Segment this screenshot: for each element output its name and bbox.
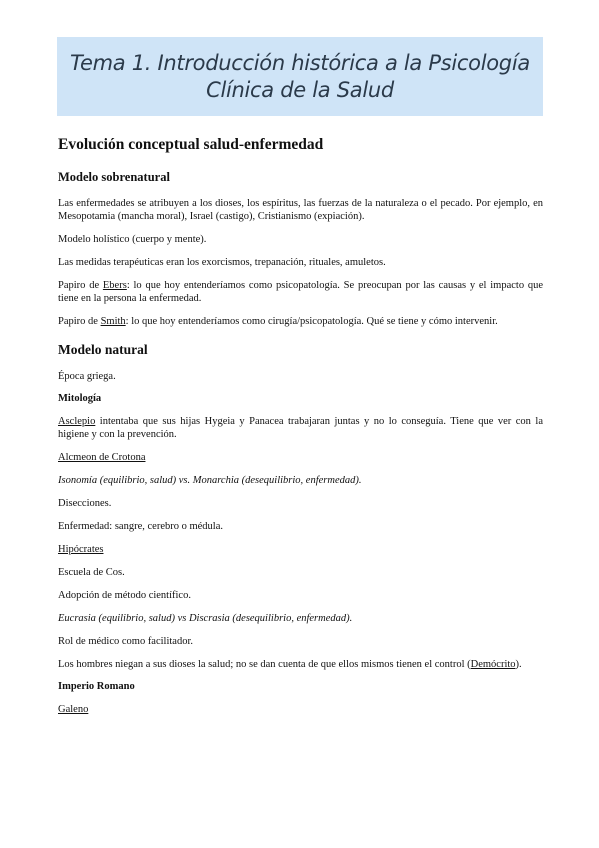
text: ). [515, 659, 522, 670]
paragraph-asclepio [58, 415, 543, 441]
text: Los hombres niegan a sus dioses la salud; no se dan cuenta de que ellos mismos tienen el control ( [58, 659, 471, 670]
text: intentaba que sus hijas Hygeia y Panacea trabajaran juntas y no lo conseguía. Tiene que ver con la higiene y con la prevención. [58, 416, 543, 440]
underlined-term-asclepio: Asclepio [58, 416, 96, 427]
paragraph-italic: Eucrasia (equilibrio, salud) vs Discrasia (desequilibrio, enfermedad). [58, 613, 353, 624]
banner-title: Tema 1. Introducción histórica a la Psicología Clínica de la Salud [70, 50, 530, 102]
paragraph: Adopción de método científico. [58, 590, 191, 601]
underlined-term-alcmeon: Alcmeon de Crotona [58, 452, 146, 463]
text: : lo que hoy entenderíamos como psicopatología. Se preocupan por las causas y el impacto que tiene en la persona la enfermedad. [58, 280, 544, 304]
paragraph: Las medidas terapéuticas eran los exorcismos, trepanación, rituales, amuletos. [58, 257, 386, 268]
paragraph: Enfermedad: sangre, cerebro o médula. [58, 521, 224, 532]
text: Papiro de [58, 280, 103, 291]
text: : lo que hoy entenderíamos como cirugía/psicopatología. Qué se tiene y cómo intervenir. [125, 316, 498, 327]
underlined-term-hipocrates: Hipócrates [58, 544, 104, 555]
text: Papiro de [58, 316, 101, 327]
heading-modelo-sobrenatural: Modelo sobrenatural [58, 170, 170, 184]
underlined-term-democrito: Demócrito [470, 659, 516, 670]
paragraph: Época griega. [58, 371, 116, 382]
paragraph: Rol de médico como facilitador. [58, 636, 194, 647]
subheading-mitologia: Mitología [58, 393, 102, 404]
subheading-imperio-romano: Imperio Romano [58, 681, 135, 692]
title-banner [57, 37, 543, 116]
underlined-term-galeno: Galeno [58, 704, 89, 715]
document-body [58, 128, 543, 726]
paragraph-italic: Isonomía (equilibrio, salud) vs. Monarchia (desequilibrio, enfermedad). [58, 475, 362, 486]
section-title: Evolución conceptual salud-enfermedad [58, 136, 324, 153]
paragraph: Modelo holístico (cuerpo y mente). [58, 234, 207, 245]
paragraph: Las enfermedades se atribuyen a los dioses, los espíritus, las fuerzas de la naturaleza o el pecado. Por ejemplo, en Mesopotamia (mancha moral), Israel (castigo), Cristianismo (expiación). [58, 198, 543, 222]
paragraph-democrito [58, 658, 543, 671]
underlined-term-smith: Smith [100, 316, 126, 327]
underlined-term-ebers: Ebers [102, 280, 127, 291]
heading-modelo-natural: Modelo natural [58, 342, 148, 357]
paragraph-smith [58, 315, 543, 328]
paragraph: Disecciones. [58, 498, 112, 509]
paragraph-ebers [58, 279, 543, 305]
paragraph: Escuela de Cos. [58, 567, 125, 578]
